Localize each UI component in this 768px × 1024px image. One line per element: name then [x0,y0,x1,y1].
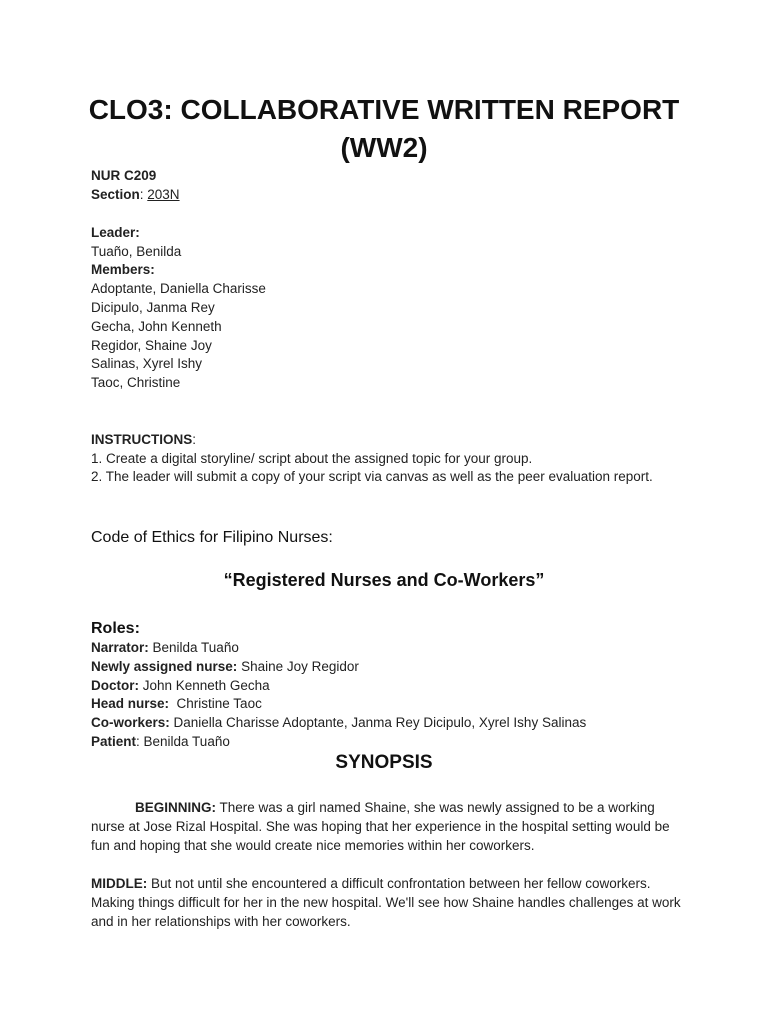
role-row [91,639,239,657]
members-label: Members: [91,262,155,277]
instructions-label: INSTRUCTIONS [91,432,193,447]
role-name: Co-workers: [91,715,170,730]
role-name: Newly assigned nurse: [91,659,238,674]
role-row [91,714,586,732]
role-name: Patient [91,734,137,749]
section-value: 203N [147,187,180,202]
section-line [91,186,180,204]
role-person: Christine Taoc [169,696,262,711]
role-person: : Benilda Tuaño [136,734,230,749]
leader-label: Leader: [91,225,140,240]
code-of-ethics-heading: Code of Ethics for Filipino Nurses: [91,529,333,546]
member-name: Adoptante, Daniella Charisse [91,281,266,296]
member-name: Salinas, Xyrel Ishy [91,356,203,371]
role-person: Benilda Tuaño [148,640,239,655]
section-colon: : [139,187,148,202]
role-name: Doctor: [91,678,139,693]
role-person: Shaine Joy Regidor [237,659,359,674]
synopsis-middle-paragraph [91,874,681,931]
report-title-line2: (WW2) [340,132,428,163]
synopsis-heading: SYNOPSIS [335,752,433,773]
section-label: Section [91,187,140,202]
role-person: Daniella Charisse Adoptante, Janma Rey Dicipulo, Xyrel Ishy Salinas [169,715,587,730]
beginning-label: BEGINNING: [135,800,216,815]
middle-label: MIDDLE: [91,876,148,891]
topic-title: “Registered Nurses and Co-Workers” [223,570,545,590]
instruction-item: 2. The leader will submit a copy of your script via canvas as well as the peer evaluation report. [91,469,653,484]
roles-label: Roles: [91,620,140,637]
member-name: Taoc, Christine [91,375,181,390]
synopsis-beginning-paragraph [91,798,681,855]
leader-name: Tuaño, Benilda [91,244,182,259]
role-person: John Kenneth Gecha [139,678,270,693]
beginning-text: There was a girl named Shaine, she was newly assigned to be a working nurse at Jose Rizal Hospital. She was hoping that her experience in the hospital setting would be fun and hoping that she would create nice memories within her coworkers. [91,800,670,853]
role-row [91,658,359,676]
course-code: NUR C209 [91,168,157,183]
role-name: Head nurse: [91,696,170,711]
member-name: Gecha, John Kenneth [91,319,222,334]
member-name: Dicipulo, Janma Rey [91,300,215,315]
role-name: Narrator: [91,640,149,655]
report-title-line1: CLO3: COLLABORATIVE WRITTEN REPORT [88,94,680,125]
instructions-colon: : [192,432,197,447]
member-name: Regidor, Shaine Joy [91,338,212,353]
middle-text: But not until she encountered a difficult confrontation between her fellow coworkers. Making things difficult for her in the new hospital. We'll see how Shaine handles challenges at work and in her relationships with her coworkers. [91,876,681,929]
role-row [91,695,262,713]
instruction-item: 1. Create a digital storyline/ script about the assigned topic for your group. [91,451,533,466]
role-row [91,677,270,695]
role-row [91,733,230,751]
instructions-heading [91,431,196,449]
